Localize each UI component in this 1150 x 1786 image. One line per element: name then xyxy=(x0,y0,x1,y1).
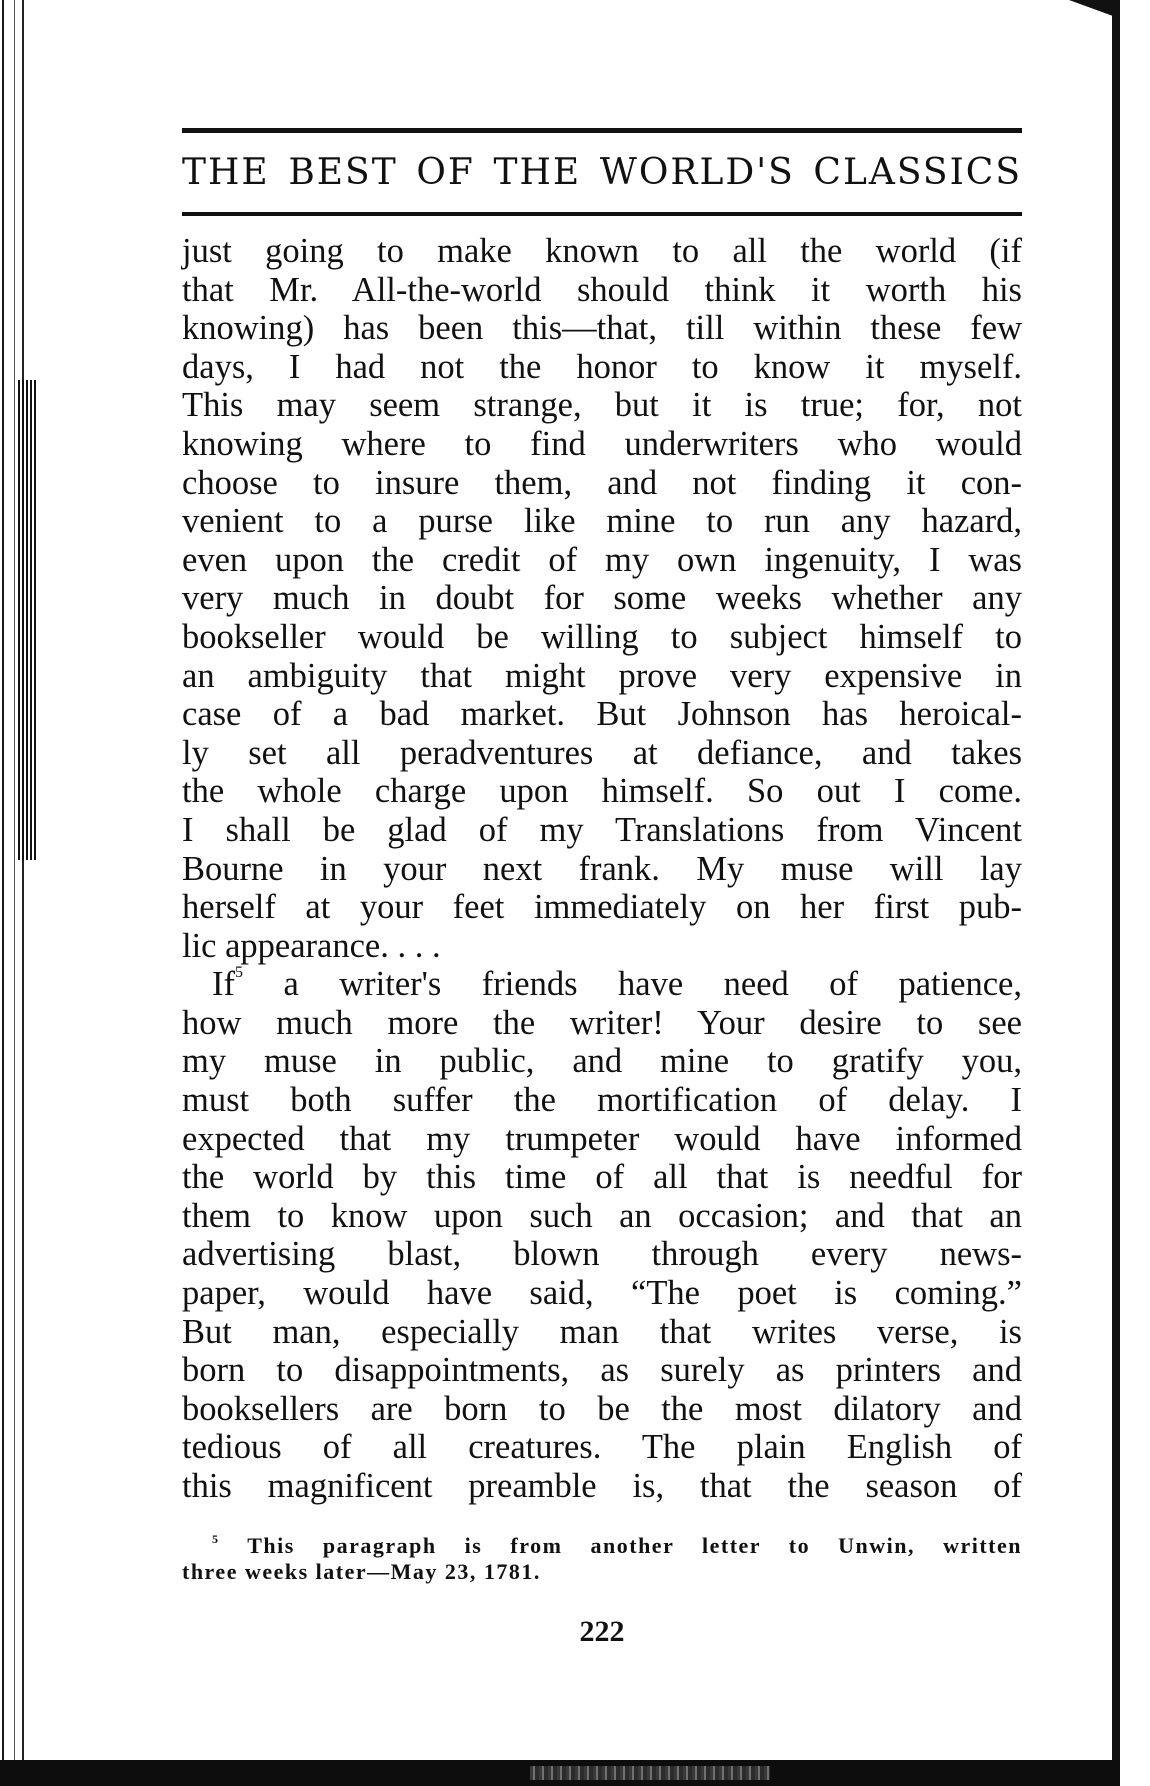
text-line: my muse in public, and mine to gratify you, xyxy=(182,1042,1022,1081)
page-number: 222 xyxy=(579,1615,625,1648)
first-line-rest: a writer's friends have need of patience, xyxy=(242,965,1022,1004)
text-line-first xyxy=(182,965,1022,1004)
book-page xyxy=(182,0,1022,1786)
text-line: the world by this time of all that is needful for xyxy=(182,1158,1022,1197)
footnote-marker: 5 xyxy=(212,1532,220,1546)
text-line: days, I had not the honor to know it myself. xyxy=(182,347,1022,386)
book-binding-edge xyxy=(0,0,40,1786)
text-line: herself at your feet immediately on her first pub- xyxy=(182,888,1022,927)
header-rule-top xyxy=(182,128,1022,133)
text-line: I shall be glad of my Translations from Vincent xyxy=(182,810,1022,849)
text-line: even upon the credit of my own ingenuity, I was xyxy=(182,540,1022,579)
text-line: But man, especially man that writes verse, is xyxy=(182,1312,1022,1351)
text-line: This may seem strange, but it is true; for, not xyxy=(182,386,1022,425)
text-line: must both suffer the mortification of delay. I xyxy=(182,1081,1022,1120)
text-line: just going to make known to all the world (if xyxy=(182,232,1022,270)
page-edge-right xyxy=(1112,0,1120,1786)
text-line: expected that my trumpeter would have informed xyxy=(182,1119,1022,1158)
running-head: THE BEST OF THE WORLD'S CLASSICS xyxy=(182,152,1022,193)
text-line: knowing) has been this—that, till within these few xyxy=(182,309,1022,348)
paragraph-1 xyxy=(182,232,1022,965)
text-line: an ambiguity that might prove very expensive in xyxy=(182,656,1022,695)
text-line: advertising blast, blown through every news- xyxy=(182,1235,1022,1274)
text-line: very much in doubt for some weeks whether any xyxy=(182,579,1022,618)
book-binding-shadow xyxy=(18,380,36,860)
text-line: paper, would have said, “The poet is coming.” xyxy=(182,1274,1022,1313)
text-line: ly set all peradventures at defiance, and takes xyxy=(182,733,1022,772)
footnote-line xyxy=(182,1533,1022,1559)
text-line: them to know upon such an occasion; and that an xyxy=(182,1196,1022,1235)
text-line: tedious of all creatures. The plain English of xyxy=(182,1428,1022,1467)
text-line: booksellers are born to be the most dilatory and xyxy=(182,1389,1022,1428)
header-rule-bottom xyxy=(182,212,1022,216)
text-line: knowing where to find underwriters who would xyxy=(182,424,1022,463)
footnote-reference[interactable]: 5 xyxy=(234,964,243,982)
footnote-line: three weeks later—May 23, 1781. xyxy=(182,1559,541,1584)
paragraph-2 xyxy=(182,965,1022,1505)
text-line: this magnificent preamble is, that the season of xyxy=(182,1467,1022,1505)
text-line: how much more the writer! Your desire to see xyxy=(182,1003,1022,1042)
text-line: venient to a purse like mine to run any hazard, xyxy=(182,502,1022,541)
footnote-text: This paragraph is from another letter to Unwin, written xyxy=(247,1533,1023,1558)
paragraph-first-word: If xyxy=(212,965,235,1004)
page-corner-fold xyxy=(1060,0,1120,24)
text-line: lic appearance. . . . xyxy=(182,926,441,965)
text-line: choose to insure them, and not finding it con- xyxy=(182,463,1022,502)
text-line: born to disappointments, as surely as printers and xyxy=(182,1351,1022,1390)
text-line: case of a bad market. But Johnson has heroical- xyxy=(182,695,1022,734)
text-line: that Mr. All-the-world should think it worth his xyxy=(182,270,1022,309)
text-line: the whole charge upon himself. So out I come. xyxy=(182,772,1022,811)
body-text xyxy=(182,232,1022,1506)
page-margin-right xyxy=(1120,0,1150,1786)
text-line: Bourne in your next frank. My muse will lay xyxy=(182,849,1022,888)
text-line: bookseller would be willing to subject himself to xyxy=(182,617,1022,656)
footnote xyxy=(182,1533,1022,1585)
